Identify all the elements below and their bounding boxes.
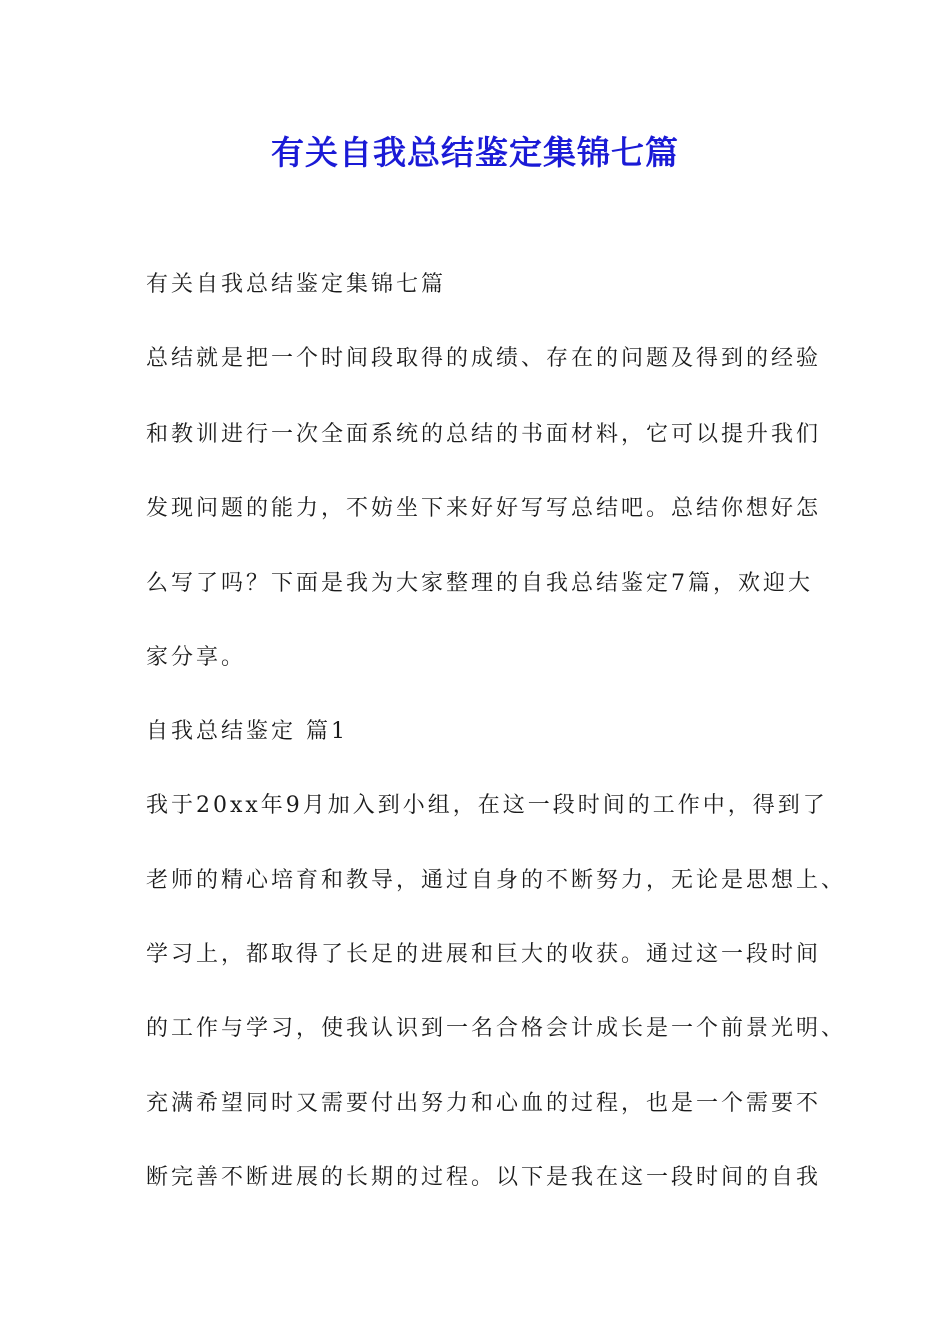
paragraph-line: 么写了吗？下面是我为大家整理的自我总结鉴定7篇，欢迎大	[146, 571, 813, 596]
document-title: 有关自我总结鉴定集锦七篇	[271, 133, 679, 172]
paragraph-line: 学习上，都取得了长足的进展和巨大的收获。通过这一段时间	[146, 942, 822, 967]
paragraph-line: 和教训进行一次全面系统的总结的书面材料，它可以提升我们	[146, 422, 822, 447]
paragraph-line: 家分享。	[146, 645, 247, 670]
section-heading: 自我总结鉴定 篇1	[146, 719, 348, 744]
paragraph-line: 的工作与学习，使我认识到一名合格会计成长是一个前景光明、	[146, 1016, 847, 1041]
paragraph-line: 老师的精心培育和教导，通过自身的不断努力，无论是思想上、	[146, 868, 847, 893]
paragraph-line: 总结就是把一个时间段取得的成绩、存在的问题及得到的经验	[146, 346, 822, 371]
paragraph-line: 发现问题的能力，不妨坐下来好好写写总结吧。总结你想好怎	[146, 496, 822, 521]
subtitle-line: 有关自我总结鉴定集锦七篇	[146, 272, 447, 297]
paragraph-line: 充满希望同时又需要付出努力和心血的过程，也是一个需要不	[146, 1091, 822, 1116]
paragraph-line: 我于20xx年9月加入到小组，在这一段时间的工作中，得到了	[146, 793, 828, 818]
paragraph-line: 断完善不断进展的长期的过程。以下是我在这一段时间的自我	[146, 1165, 822, 1190]
